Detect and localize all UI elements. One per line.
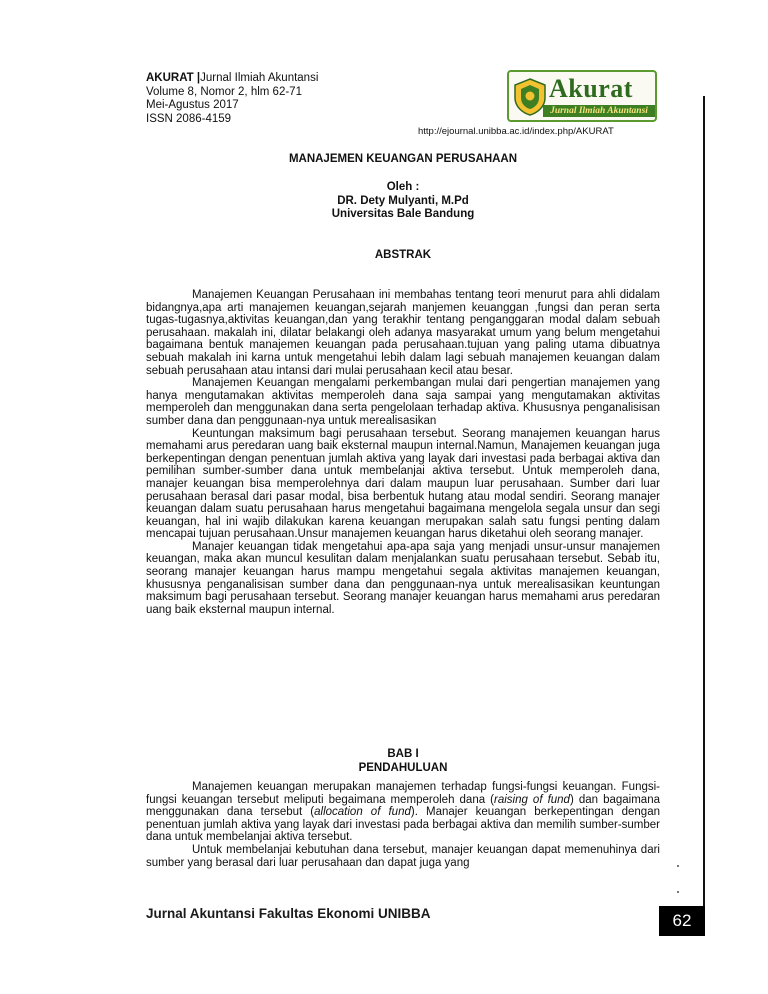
margin-mark — [677, 891, 679, 893]
author-name: DR. Dety Mulyanti, M.Pd — [337, 194, 469, 207]
intro-text: ) dan bagaimana menggunakan dana tersebut ( — [146, 793, 660, 819]
journal-name-line — [146, 72, 318, 86]
separator: | — [196, 72, 201, 84]
abstract-paragraph: Keuntungan maksimum bagi perusahaan tersebut. Seorang manajemen keuangan harus memahami arus peredaran uang baik eksternal maupun internal.Namun, Manajemen keuangan juga berkepentingan dengan penentuan jumlah aktiva yang layak dari investasi pada berbagai aktiva dan pemilihan sumber-sumber dana untuk membelanjai aktiva tersebut. Untuk memperoleh dana, manajer keuangan bisa memperolehnya dari dalam maupun luar perusahaan. Sumber dari luar perusahaan berasal dari pasar modal, bisa berbentuk hutang atau modal sendiri. Seorang manajer keuangan dalam suatu perusahaan harus mengetahui bagaimana mengelola segala unsur dan segi keuangan, hal ini wajib dilakukan karena keuangan merupakan salah satu fungsi penting dalam mencapai tujuan perusahaan.Unsur manajemen keuangan harus diketahui oleh seorang manajer. — [146, 427, 660, 541]
university-crest-icon — [513, 78, 547, 116]
logo-wordmark: Akurat — [549, 74, 633, 103]
logo-subtitle: Jurnal Ilmiah Akuntansi — [543, 105, 655, 117]
intro-text: Manajemen keuangan merupakan manajemen terhadap fungsi-fungsi keuangan. Fungsi-fungsi keuangan tersebut meliputi begaimana memperoleh dana ( — [146, 781, 660, 806]
intro-paragraph: Untuk membelanjai kebutuhan dana tersebut, manajer keuangan dapat memenuhinya dari sumber yang berasal dari luar perusahaan dan dapat juga yang — [146, 843, 660, 869]
abstract-paragraph: Manajer keuangan tidak mengetahui apa-apa saja yang menjadi unsur-unsur manajemen keuangan, maka akan muncul kesulitan dalam menjalankan suatu perusahaan tersebut. Sebab itu, seorang manajer keuangan harus mampu mengetahui segala aktivitas manajemen keuangan, khususnya penganalisisan sumber dana dan penggunaan-nya untuk merealisasikan keuntungan maksimum bagi perusahaan tersebut. Seorang manajer keuangan harus memahami arus peredaran uang baik eksternal maupun internal. — [146, 540, 660, 616]
margin-rule — [703, 96, 705, 916]
abstract-paragraph: Manajemen Keuangan mengalami perkembangan mulai dari pengertian manajemen yang hanya mengutamakan aktivitas memperoleh dana saja sampai yang mengutamakan aktivitas memperoleh dan menggunakan dana serta pengelolaan terhadap aktiva. Khususnya penganalisisan sumber dana dan penggunaan-nya untuk merealisasikan — [146, 377, 660, 427]
chapter-number: BAB I — [387, 748, 419, 760]
journal-url[interactable]: http://ejournal.unibba.ac.id/index.php/AKURAT — [418, 126, 614, 137]
journal-header — [146, 72, 318, 126]
author-affiliation: Universitas Bale Bandung — [331, 208, 475, 220]
abstract-body — [146, 289, 660, 616]
article-title: MANAJEMEN KEUANGAN PERUSAHAAN — [288, 153, 518, 165]
intro-paragraph — [146, 781, 660, 844]
chapter-heading — [146, 748, 660, 775]
introduction-body — [146, 781, 660, 869]
intro-text: ). Manajer keuangan berkepentingan dengan penentuan jumlah aktiva yang layak dari investasi pada berbagai aktiva dan memilih sumber-sumber dana untuk membelanjai aktiva tersebut. — [146, 806, 660, 844]
by-label: Oleh : — [386, 181, 420, 193]
abstract-paragraph: Manajemen Keuangan Perusahaan ini membahas tentang teori menurut para ahli didalam bidangnya,apa arti manajemen keuangan,sejarah manjemen keuanggan ,fungsi dan peran serta tugas-tugasnya,aktivitas keuangan,dan yang terakhir tentang penganggaran modal dalam sebuah perusahaan. makalah ini, dilatar belakangi oleh adanya masyarakat umum yang belum mengetahui bagaimana bentuk manajemen keuangan pada perusahaan.tujuan yang paling utama dibuatnya sebuah makalah ini karna untuk mengetahui lebih dalam lagi sebuah manajemen keuangan dalam sebuah perusahaan atau intansi dari mulai perusahaan kecil atau besar. — [146, 289, 660, 377]
intro-term: raising of fund — [494, 793, 570, 806]
akurat-logo — [507, 70, 657, 122]
volume-info: Volume 8, Nomor 2, hlm 62-71 — [146, 85, 302, 98]
abstract-heading: ABSTRAK — [374, 249, 432, 261]
chapter-title: PENDAHULUAN — [358, 761, 448, 774]
journal-subtitle: Jurnal Ilmiah Akuntansi — [200, 72, 319, 84]
issn-info: ISSN 2086-4159 — [146, 112, 232, 125]
page-number: 62 — [659, 906, 705, 936]
author-byline — [146, 181, 660, 222]
period-info: Mei-Agustus 2017 — [146, 99, 239, 111]
intro-term: allocation of fund — [314, 806, 411, 819]
footer-journal-name: Jurnal Akuntansi Fakultas Ekonomi UNIBBA — [146, 906, 431, 921]
journal-name: AKURAT — [146, 72, 194, 84]
margin-mark — [677, 865, 679, 867]
